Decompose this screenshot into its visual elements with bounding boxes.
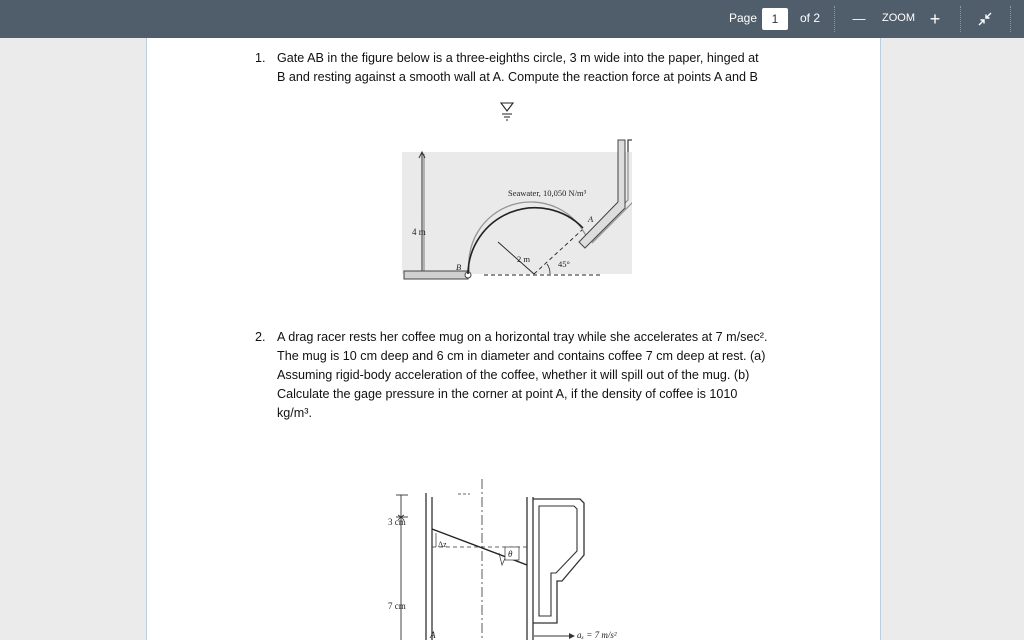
toolbar-divider [1010, 6, 1011, 32]
zoom-out-button[interactable]: — [852, 11, 866, 26]
bottom-dimension-label: 7 cm [388, 601, 406, 611]
question-number: 2. [255, 330, 266, 344]
fullscreen-button[interactable] [974, 6, 996, 32]
question-2 [255, 328, 815, 428]
angle-label: 45° [558, 259, 570, 269]
acceleration-label: aₓ = 7 m/s² [577, 630, 617, 640]
figure-coffee-mug [384, 433, 654, 640]
toolbar-divider [960, 6, 961, 32]
document-page [146, 38, 881, 640]
question-1 [255, 49, 815, 89]
question-text-line: B and resting against a smooth wall at A. Compute the reaction force at points A and B [277, 70, 758, 84]
mug-handle [533, 499, 584, 623]
collapse-icon [978, 12, 992, 26]
zoom-label: ZOOM [882, 12, 915, 24]
question-text-line: The mug is 10 cm deep and 6 cm in diameter and contains coffee 7 cm deep at rest. (a) [277, 349, 766, 363]
toolbar-divider [834, 6, 835, 32]
question-text-line: Gate AB in the figure below is a three-eighths circle, 3 m wide into the paper, hinged at [277, 51, 759, 65]
toolbar [0, 0, 1024, 38]
fluid-label: Seawater, 10,050 N/m³ [508, 188, 587, 198]
point-a-label: A [588, 214, 594, 224]
question-text-line: A drag racer rests her coffee mug on a horizontal tray while she accelerates at 7 m/sec². [277, 330, 768, 344]
figure-gate-ab [402, 96, 632, 288]
page-total: of 2 [800, 11, 821, 25]
hinge-base [404, 271, 468, 279]
page-label: Page [729, 11, 758, 25]
depth-label: 4 m [412, 227, 426, 237]
question-text-line: Assuming rigid-body acceleration of the coffee, whether it will spill out of the mug. (b) [277, 368, 750, 382]
question-number: 1. [255, 51, 266, 65]
point-a-label: A [430, 630, 436, 640]
theta-label: θ [508, 549, 513, 559]
water-surface-icon [501, 103, 513, 120]
top-dimension-label: 3 cm [388, 517, 406, 527]
wall [618, 140, 625, 208]
radius-label: 2 m [517, 254, 530, 264]
question-text-line: Calculate the gage pressure in the corner at point A, if the density of coffee is 1010 [277, 387, 738, 401]
point-b-label: B [456, 262, 462, 272]
delta-z-label: Δz [438, 540, 447, 549]
zoom-in-button[interactable]: + [929, 9, 941, 29]
question-text-line: kg/m³. [277, 406, 312, 420]
page-number-input[interactable]: 1 [762, 8, 788, 30]
